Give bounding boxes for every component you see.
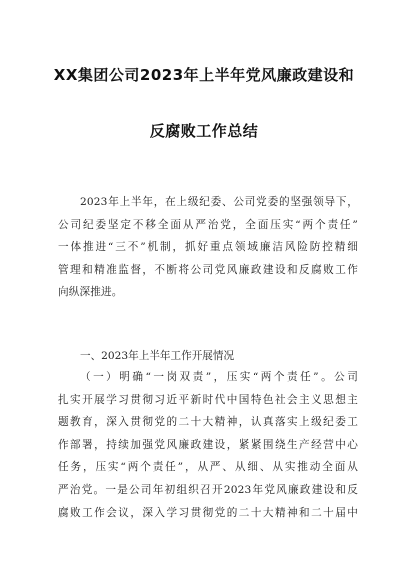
document-title-line-2: 反腐败工作总结 xyxy=(149,122,259,140)
paragraph-line: 严治党。一是公司年初组织召开2023年党风廉政建设和反 xyxy=(58,483,358,496)
paragraph-line: 2023年上半年，在上级纪委、公司党委的坚强领导下， xyxy=(80,196,358,208)
paragraph-line: 扎实开展学习贯彻习近平新时代中国特色社会主义思想主 xyxy=(58,393,358,406)
paragraph-line: 题教育，深入贯彻党的二十大精神，认真落实上级纪委工 xyxy=(58,416,358,429)
paragraph-line: 公司纪委坚定不移全面从严治党，全面压实“两个责任” xyxy=(58,218,358,231)
paragraph-line: 作部署，持续加强党风廉政建设，紧紧围绕生产经营中心 xyxy=(58,438,358,451)
paragraph-line: 腐败工作会议，深入学习贯彻党的二十大精神和二十届中 xyxy=(58,506,358,519)
intro-paragraph xyxy=(58,191,358,304)
section-1-paragraph xyxy=(58,366,358,524)
paragraph-line: （一）明确“一岗双责”，压实“两个责任”。公司 xyxy=(80,371,358,383)
paragraph-line: 向纵深推进。 xyxy=(58,286,123,299)
document-title-line-1: XX集团公司2023年上半年党风廉政建设和 xyxy=(53,66,355,84)
paragraph-line: 任务，压实“两个责任”，从严、从细、从实推动全面从 xyxy=(58,461,358,474)
section-heading: 一、2023年上半年工作开展情况 xyxy=(80,350,235,362)
paragraph-line: 一体推进“三不”机制，抓好重点领域廉洁风险防控精细 xyxy=(58,241,358,254)
paragraph-line: 管理和精准监督，不断将公司党风廉政建设和反腐败工作 xyxy=(58,263,358,276)
